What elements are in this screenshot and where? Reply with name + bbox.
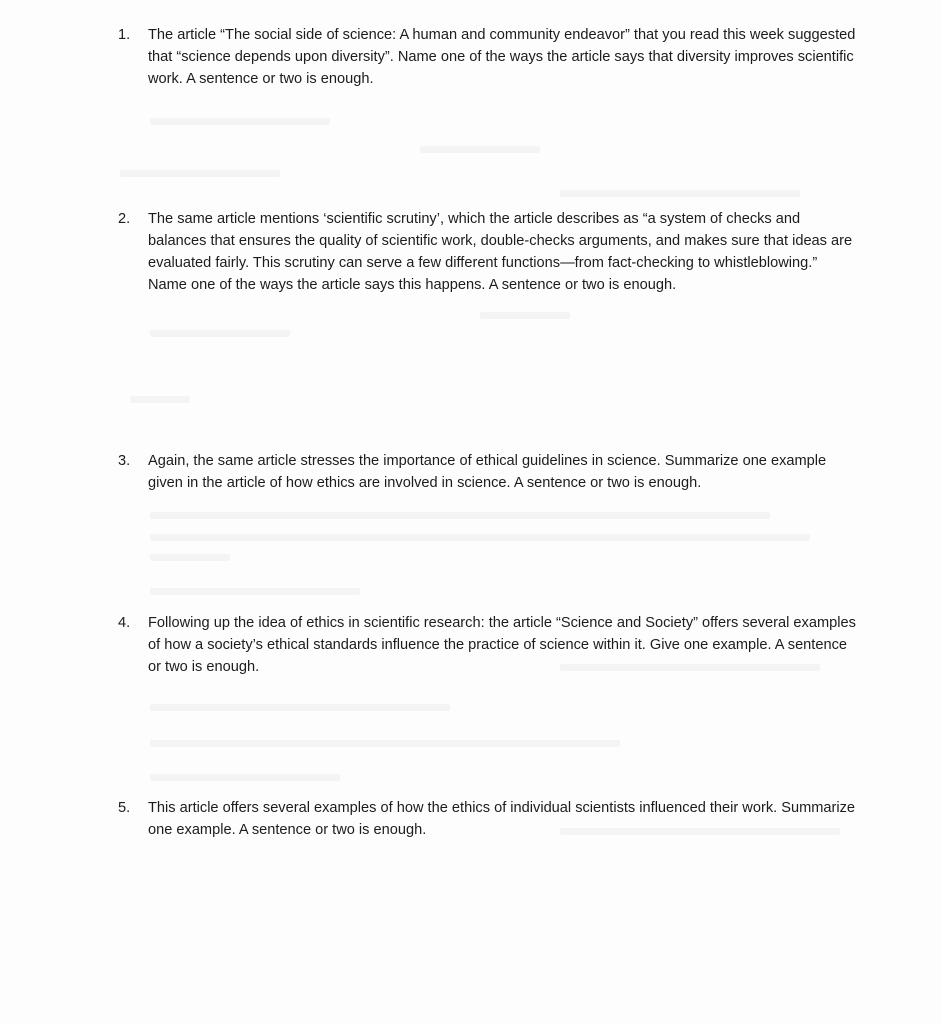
scan-artifact — [150, 118, 330, 125]
question-2 — [118, 208, 858, 296]
question-4 — [118, 612, 858, 678]
question-number: 5. — [118, 800, 131, 816]
question-number: 2. — [118, 211, 131, 227]
scan-artifact — [150, 740, 620, 747]
scan-artifact — [150, 588, 360, 595]
question-number: 3. — [118, 453, 131, 469]
scan-artifact — [480, 312, 570, 319]
scan-artifact — [420, 146, 540, 153]
question-text: Again, the same article stresses the importance of ethical guidelines in science. Summarize one example given in the article of how ethics are involved in science. A sentence or two is enough. — [148, 453, 827, 491]
question-5 — [118, 797, 858, 841]
scan-artifact — [150, 704, 450, 711]
question-text: The article “The social side of science: A human and community endeavor” that you read this week suggested that “science depends upon diversity”. Name one of the ways the article says that diversity improves scientific work. A sentence or two is enough. — [148, 27, 856, 87]
question-1 — [118, 24, 858, 90]
scan-artifact — [560, 190, 800, 197]
scan-artifact — [150, 554, 230, 561]
scan-artifact — [150, 534, 810, 541]
question-text: The same article mentions ‘scientific scrutiny’, which the article describes as “a system of checks and balances that ensures the quality of scientific work, double-checks arguments, and makes sure that ideas are evaluated fairly. This scrutiny can serve a few different functions—from fact-checking to whistleblowing.” Name one of the ways the article says this happens. A sentence or two is enough. — [148, 211, 853, 293]
question-number: 4. — [118, 615, 131, 631]
question-text: Following up the idea of ethics in scientific research: the article “Science and Society” offers several examples of how a society’s ethical standards influence the practice of science within it. Give one example. A sentence or two is enough. — [148, 615, 856, 675]
question-number: 1. — [118, 27, 131, 43]
scan-artifact — [150, 774, 340, 781]
scan-artifact — [150, 330, 290, 337]
scan-artifact — [150, 512, 770, 519]
scan-artifact — [120, 170, 280, 177]
question-3 — [118, 450, 858, 494]
question-text: This article offers several examples of how the ethics of individual scientists influenced their work. Summarize one example. A sentence or two is enough. — [148, 800, 856, 838]
scan-artifact — [130, 396, 190, 403]
